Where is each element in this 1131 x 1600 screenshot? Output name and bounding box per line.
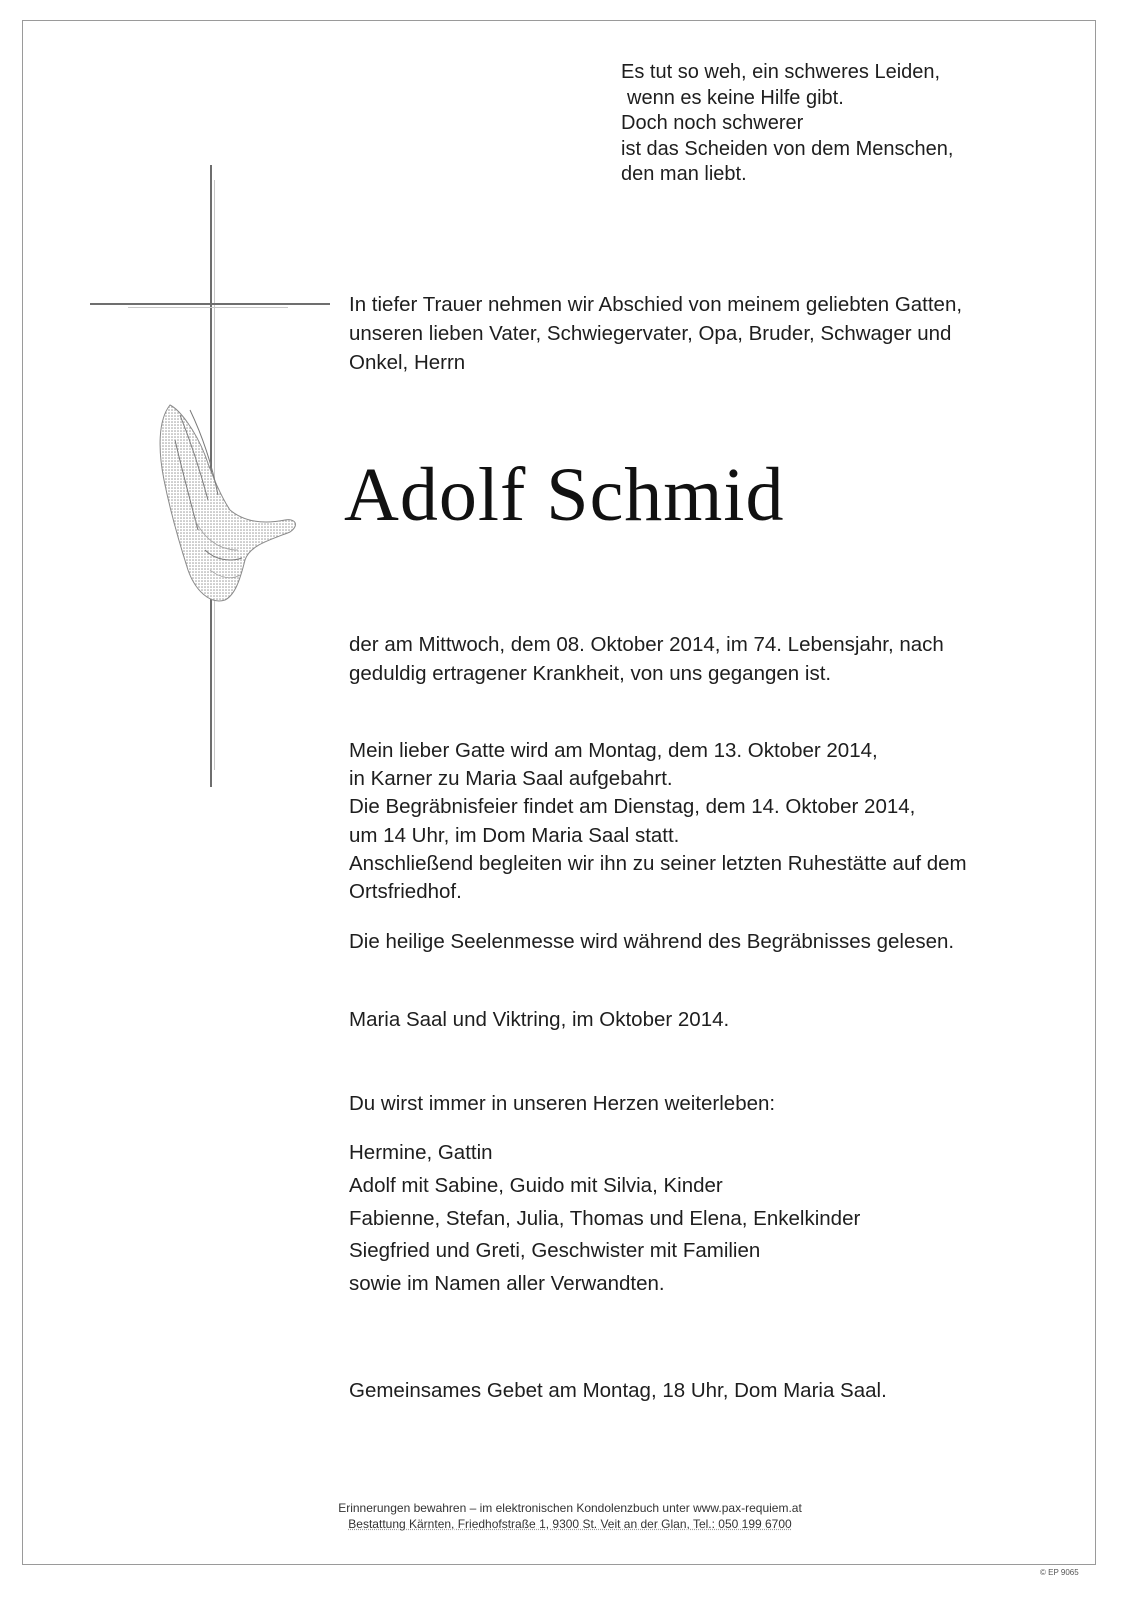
- farewell: [349, 1089, 989, 1118]
- intro-line: In tiefer Trauer nehmen wir Abschied von meinem geliebten Gatten,: [349, 293, 963, 316]
- funeral-details: [349, 737, 989, 906]
- poem: [621, 60, 1021, 188]
- poem-line: ist das Scheiden von dem Menschen,: [621, 137, 954, 160]
- mourner-line: Adolf mit Sabine, Guido mit Silvia, Kinder: [349, 1173, 723, 1197]
- footer-condolence-line: Erinnerungen bewahren – im elektronischen Kondolenzbuch unter www.pax-requiem.at: [338, 1501, 802, 1515]
- place-date-text: Maria Saal und Viktring, im Oktober 2014.: [349, 1008, 730, 1031]
- death-info-line: geduldig ertragener Krankheit, von uns gegangen ist.: [349, 662, 832, 685]
- poem-line: wenn es keine Hilfe gibt.: [627, 86, 844, 109]
- footer-address-line: Bestattung Kärnten, Friedhofstraße 1, 9300 St. Veit an der Glan, Tel.: 050 199 6700: [348, 1517, 792, 1531]
- mourner-line: sowie im Namen aller Verwandten.: [349, 1272, 665, 1296]
- intro-line: Onkel, Herrn: [349, 351, 466, 374]
- funeral-line: in Karner zu Maria Saal aufgebahrt.: [349, 767, 673, 791]
- death-info-line: der am Mittwoch, dem 08. Oktober 2014, im 74. Lebensjahr, nach: [349, 633, 944, 656]
- death-info: [349, 630, 989, 688]
- footer: [220, 1500, 920, 1532]
- funeral-line: Anschließend begleiten wir ihn zu seiner letzten Ruhestätte auf dem: [349, 851, 967, 875]
- mass-info-text: Die heilige Seelenmesse wird während des Begräbnisses gelesen.: [349, 930, 955, 953]
- mourner-line: Siegfried und Greti, Geschwister mit Familien: [349, 1239, 761, 1263]
- funeral-line: um 14 Uhr, im Dom Maria Saal statt.: [349, 823, 680, 847]
- mourner-line: Fabienne, Stefan, Julia, Thomas und Elena, Enkelkinder: [349, 1206, 861, 1230]
- cross-horizontal-shadow: [128, 307, 288, 308]
- farewell-text: Du wirst immer in unseren Herzen weiterleben:: [349, 1092, 776, 1115]
- funeral-line: Ortsfriedhof.: [349, 880, 462, 904]
- place-date: [349, 1005, 989, 1034]
- funeral-line: Mein lieber Gatte wird am Montag, dem 13. Oktober 2014,: [349, 739, 878, 762]
- cross-horizontal-beam: [90, 303, 330, 305]
- poem-line: den man liebt.: [621, 163, 747, 186]
- praying-hands-icon: [150, 400, 310, 610]
- funeral-line: Die Begräbnisfeier findet am Dienstag, dem 14. Oktober 2014,: [349, 795, 916, 819]
- mass-info: [349, 927, 989, 956]
- mourners-list: [349, 1137, 989, 1301]
- intro-line: unseren lieben Vater, Schwiegervater, Opa, Bruder, Schwager und: [349, 322, 952, 345]
- mourner-line: Hermine, Gattin: [349, 1141, 493, 1164]
- prayer-notice: [349, 1376, 989, 1405]
- intro-text: [349, 290, 989, 377]
- poem-line: Doch noch schwerer: [621, 112, 804, 135]
- print-code: © EP 9065: [1040, 1568, 1079, 1577]
- prayer-text: Gemeinsames Gebet am Montag, 18 Uhr, Dom Maria Saal.: [349, 1379, 887, 1402]
- deceased-name: Adolf Schmid: [344, 453, 785, 537]
- poem-line: Es tut so weh, ein schweres Leiden,: [621, 61, 941, 83]
